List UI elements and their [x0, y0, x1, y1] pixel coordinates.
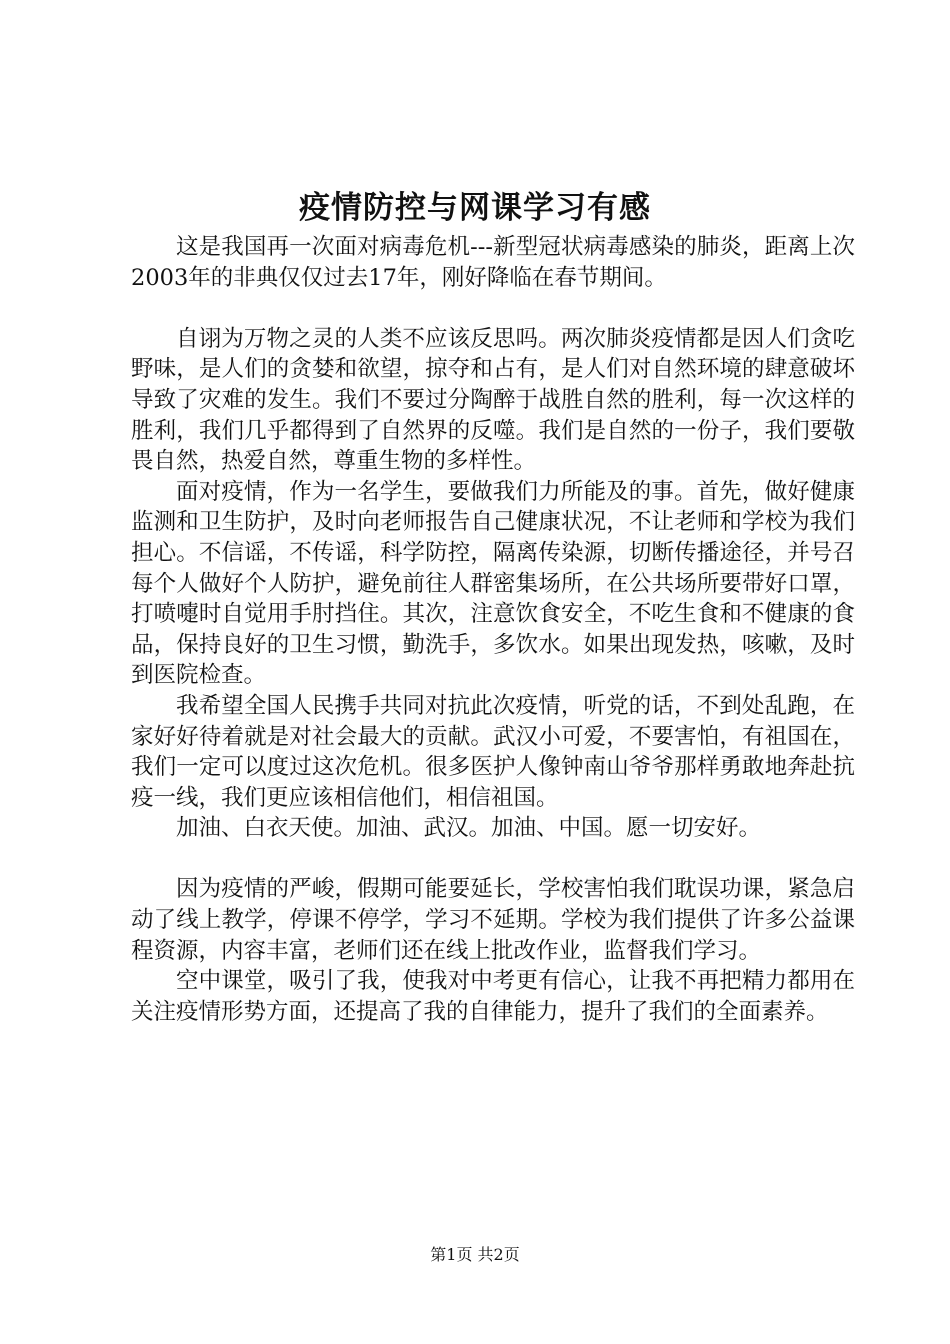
- paragraph: 我希望全国人民携手共同对抗此次疫情，听党的话，不到处乱跑，在家好好待着就是对社会最大的贡献。武汉小可爱，不要害怕，有祖国在，我们一定可以度过这次危机。很多医护人像钟南山爷爷那样勇敢地奔赴抗疫一线，我们更应该相信他们，相信祖国。: [131, 692, 855, 811]
- paragraph: 面对疫情，作为一名学生，要做我们力所能及的事。首先，做好健康监测和卫生防护，及时向老师报告自己健康状况，不让老师和学校为我们担心。不信谣，不传谣，科学防控，隔离传染源，切断传播途径，并号召每个人做好个人防护，避免前往人群密集场所，在公共场所要带好口罩，打喷嚏时自觉用手肘挡住。其次，注意饮食安全，不吃生食和不健康的食品，保持良好的卫生习惯，勤洗手，多饮水。如果出现发热，咳嗽，及时到医院检查。: [131, 478, 855, 689]
- paragraph: 自诩为万物之灵的人类不应该反思吗。两次肺炎疫情都是因人们贪吃野味，是人们的贪婪和欲望，掠夺和占有，是人们对自然环境的肆意破坏导致了灾难的发生。我们不要过分陶醉于战胜自然的胜利，每一次这样的胜利，我们几乎都得到了自然界的反噬。我们是自然的一份子，我们要敬畏自然，热爱自然，尊重生物的多样性。: [131, 325, 855, 475]
- document-body: [131, 232, 855, 1027]
- page-number-footer: 第1页 共2页: [430, 1245, 520, 1264]
- paragraph: 空中课堂，吸引了我，使我对中考更有信心，让我不再把精力都用在关注疫情形势方面，还提高了我的自律能力，提升了我们的全面素养。: [131, 968, 855, 1025]
- paragraph: 因为疫情的严峻，假期可能要延长，学校害怕我们耽误功课，紧急启动了线上教学，停课不停学，学习不延期。学校为我们提供了许多公益课程资源，内容丰富，老师们还在线上批改作业，监督我们学习。: [131, 876, 855, 964]
- paragraph: 加油、白衣天使。加油、武汉。加油、中国。愿一切安好。: [176, 815, 762, 842]
- document-title: 疫情防控与网课学习有感: [299, 190, 651, 226]
- paragraph-spacer: [131, 293, 855, 324]
- paragraph-spacer: [131, 844, 855, 875]
- paragraph: 这是我国再一次面对病毒危机---新型冠状病毒感染的肺炎，距离上次2003年的非典仅仅过去17年，刚好降临在春节期间。: [131, 234, 855, 291]
